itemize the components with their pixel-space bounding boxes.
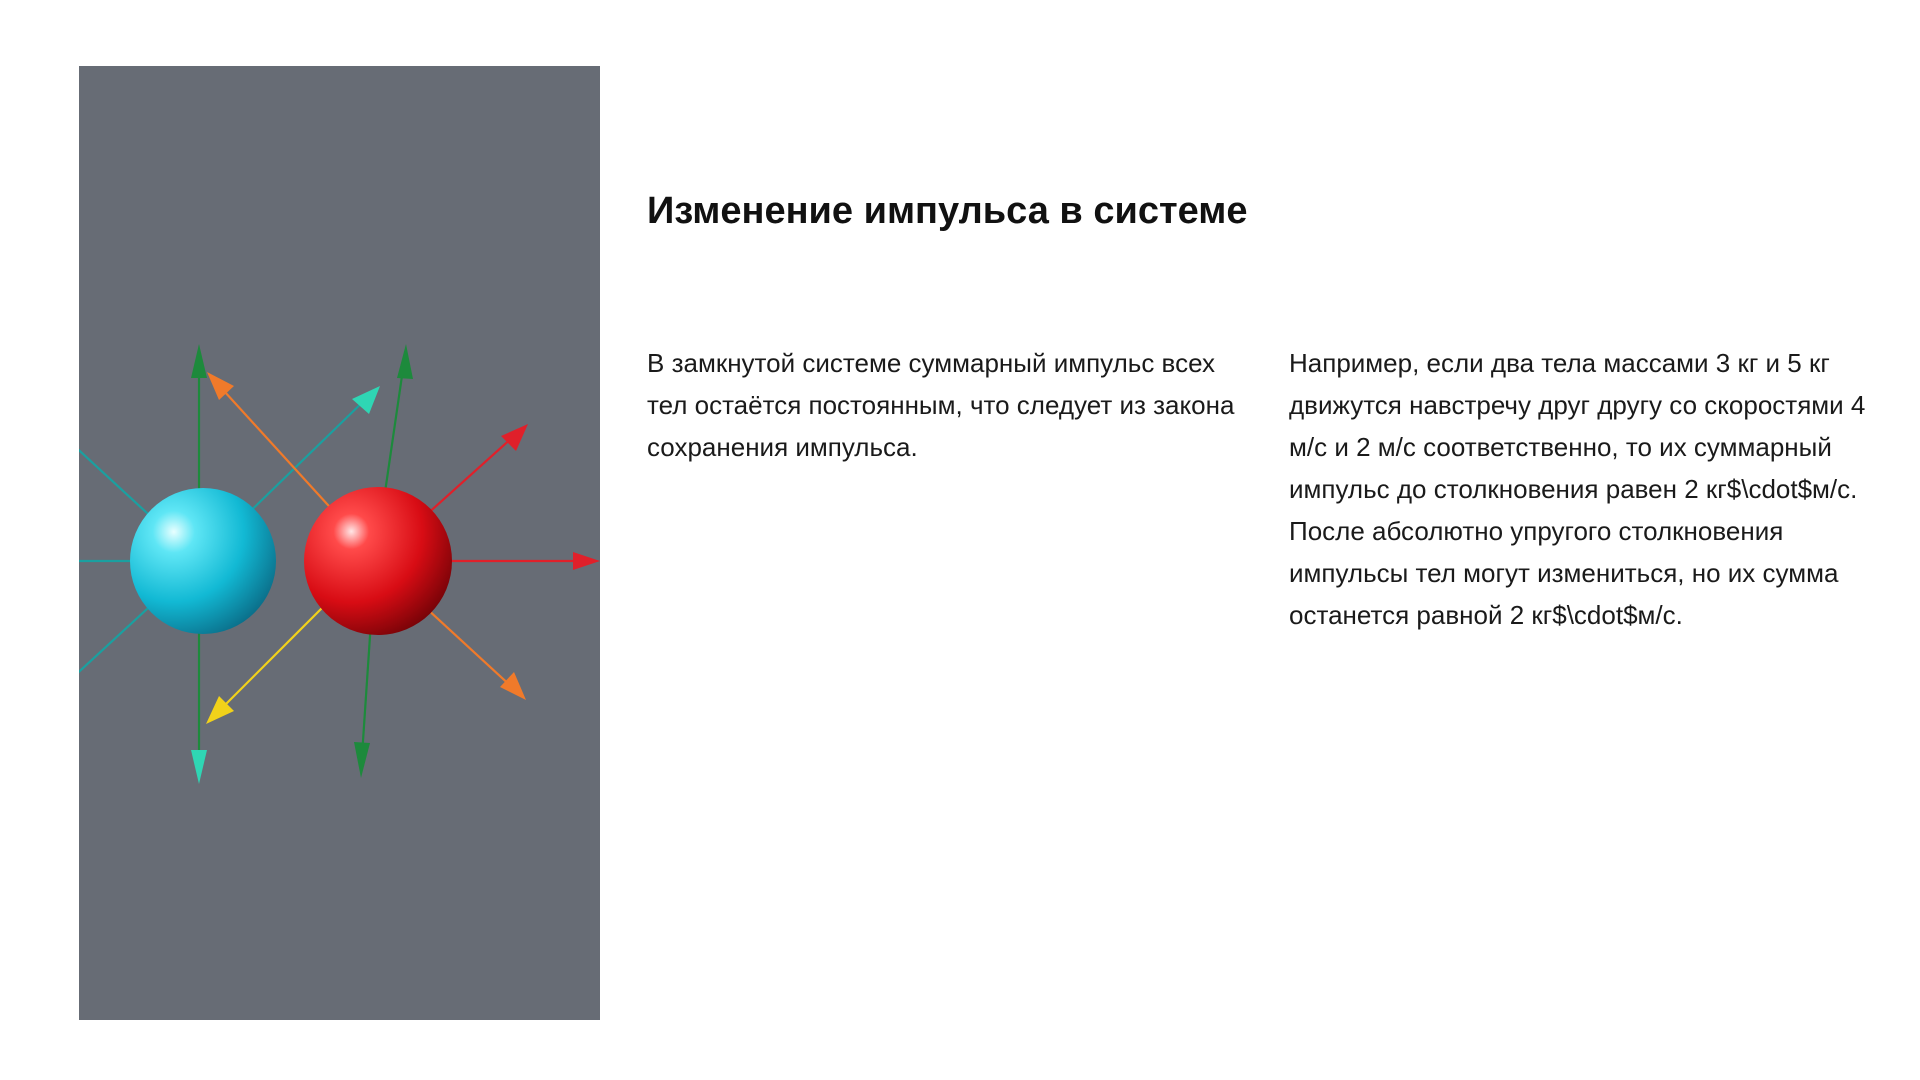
arrow-head [207, 372, 234, 400]
arrow-head [354, 742, 370, 778]
arrow-head [501, 424, 528, 451]
left-paragraph: В замкнутой системе суммарный импульс всех тел остаётся постоянным, что следует из закона сохранения импульса. [647, 348, 1235, 462]
right-ball [304, 487, 452, 635]
arrow-head [191, 750, 207, 784]
slide-title: Изменение импульса в системе [647, 190, 1248, 232]
arrow-head [397, 344, 413, 379]
arrow-head [573, 552, 600, 570]
arrow-head [191, 344, 207, 378]
arrow-head [500, 672, 526, 700]
left-ball [130, 488, 276, 634]
momentum-illustration [79, 66, 600, 1020]
collision-diagram [79, 66, 600, 1020]
right-paragraph: Например, если два тела массами 3 кг и 5 кг движутся навстречу друг другу со скоростями 4 м/с и 2 м/с соответственно, то их суммарный импульс до столкновения равен 2 кг$\cdot$м/с. После абсолютно упругого столкновения импульсы тел могут измениться, но их сумма останется равной 2 кг$\cdot$м/с. [1289, 348, 1866, 630]
